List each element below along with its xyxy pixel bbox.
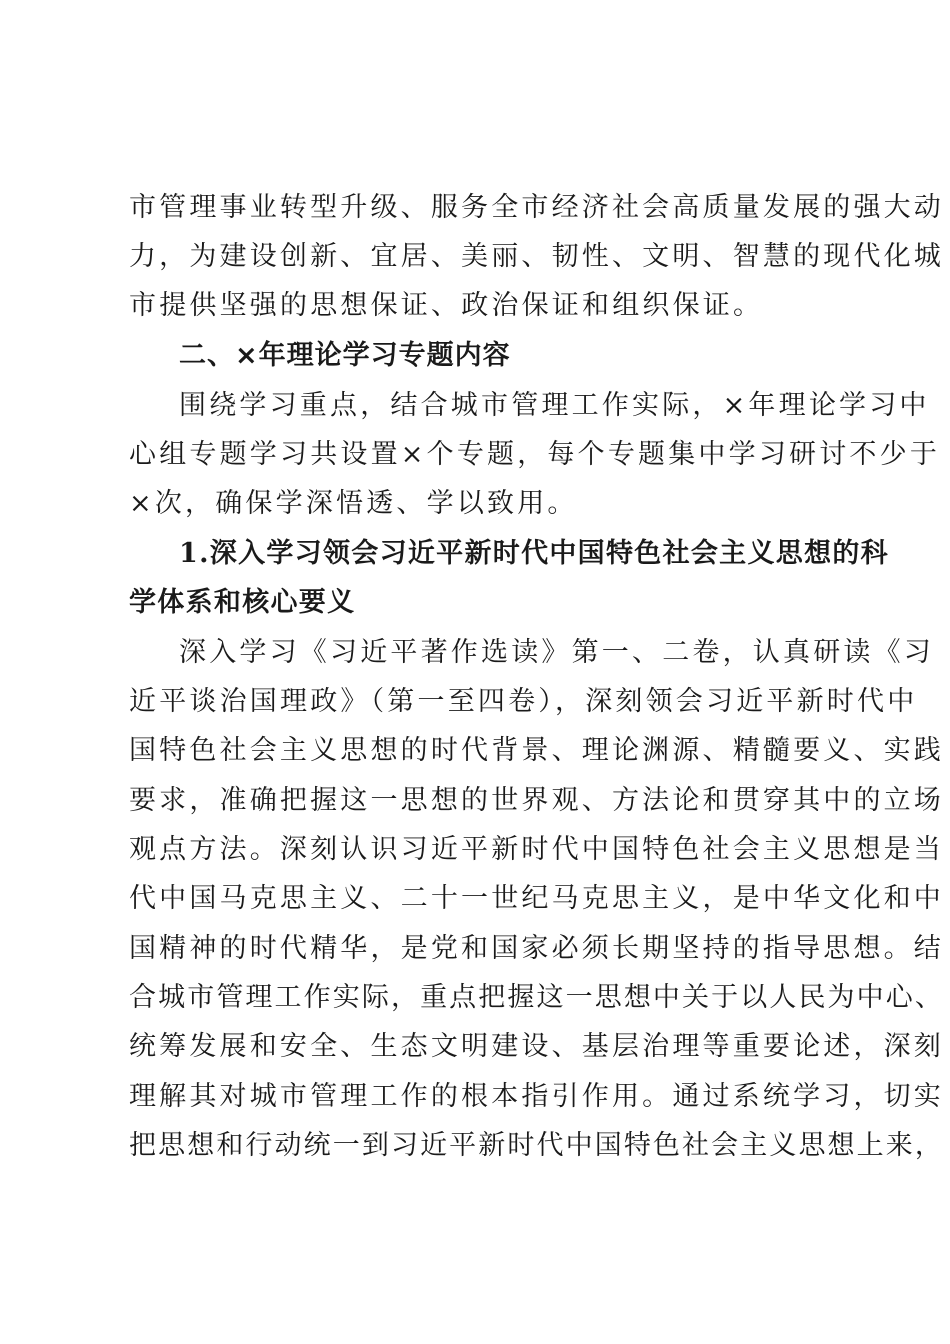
- body-text-line: 心组专题学习共设置×个专题，每个专题集中学习研讨不少于: [129, 439, 941, 470]
- topic-heading: 学体系和核心要义: [129, 587, 356, 618]
- body-text-line: 市提供坚强的思想保证、政治保证和组织保证。: [129, 290, 764, 321]
- body-text-line: 要求，准确把握这一思想的世界观、方法论和贯穿其中的立场: [129, 785, 944, 816]
- body-text-line: 国特色社会主义思想的时代背景、理论渊源、精髓要义、实践: [129, 735, 944, 766]
- body-text-line: 力，为建设创新、宜居、美丽、韧性、文明、智慧的现代化城: [129, 241, 944, 272]
- body-text-line: 观点方法。深刻认识习近平新时代中国特色社会主义思想是当: [129, 834, 944, 865]
- body-text-line: 近平谈治国理政》（第一至四卷），深刻领会习近平新时代中: [129, 686, 918, 717]
- body-text-line: 理解其对城市管理工作的根本指引作用。通过系统学习，切实: [129, 1081, 944, 1112]
- section-heading: 二、×年理论学习专题内容: [179, 340, 511, 371]
- body-text-line: ×次，确保学深悟透、学以致用。: [129, 488, 578, 519]
- body-text-line: 深入学习《习近平著作选读》第一、二卷，认真研读《习: [179, 637, 934, 668]
- topic-heading: 1.深入学习领会习近平新时代中国特色社会主义思想的科: [179, 538, 889, 569]
- body-text-line: 统筹发展和安全、生态文明建设、基层治理等重要论述，深刻: [129, 1031, 944, 1062]
- body-text-line: 国精神的时代精华，是党和国家必须长期坚持的指导思想。结: [129, 933, 944, 964]
- body-text-line: 代中国马克思主义、二十一世纪马克思主义，是中华文化和中: [129, 883, 944, 914]
- body-text-line: 合城市管理工作实际，重点把握这一思想中关于以人民为中心、: [129, 982, 944, 1013]
- body-text-line: 围绕学习重点，结合城市管理工作实际，×年理论学习中: [179, 390, 930, 421]
- body-text-line: 市管理事业转型升级、服务全市经济社会高质量发展的强大动: [129, 192, 944, 223]
- body-text-line: 把思想和行动统一到习近平新时代中国特色社会主义思想上来，: [129, 1130, 944, 1161]
